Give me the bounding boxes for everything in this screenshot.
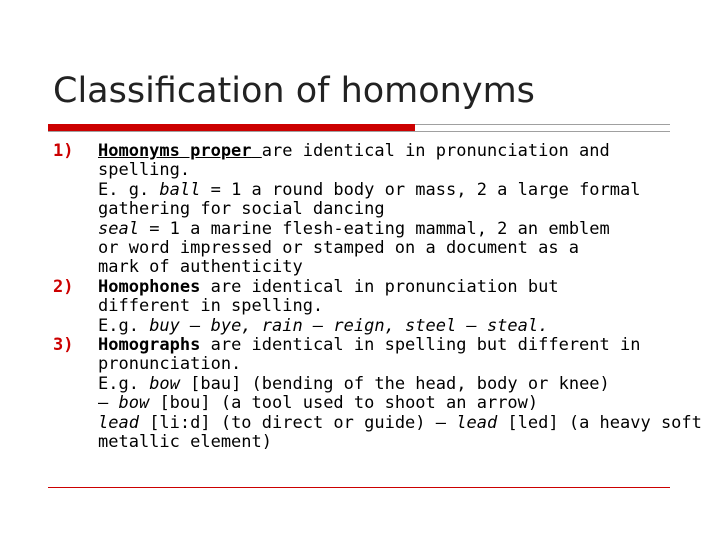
term-homographs: Homographs — [98, 335, 201, 356]
example-gloss: [led] (a heavy soft — [497, 412, 702, 433]
example-meaning-continued: mark of authenticity — [98, 257, 303, 278]
definition-line — [98, 142, 720, 161]
definition-continued: different in spelling. — [98, 296, 324, 317]
definition-line — [98, 336, 720, 355]
example-gloss: [li:d] (to direct or guide) – — [138, 412, 457, 433]
definition-text: are identical in pronunciation but — [200, 276, 559, 297]
definition-text: are identical in spelling but different in — [200, 335, 641, 356]
title-divider-bottom — [48, 131, 670, 132]
example-meaning-continued: or word impressed or stamped on a document as a — [98, 238, 580, 259]
example-line — [98, 375, 720, 394]
example-meaning-continued: gathering for social dancing — [98, 199, 385, 220]
example-gloss: [bou] (a tool used to shoot an arrow) — [149, 393, 539, 414]
example-meaning: = 1 a marine flesh-eating mammal, 2 an emblem — [138, 218, 610, 239]
example-pairs: buy – bye, rain – reign, steel – steal. — [149, 315, 549, 336]
term-underline-space — [252, 141, 262, 161]
list-item-homonyms-proper — [0, 142, 720, 278]
example-line — [98, 394, 720, 413]
list-number: 1) — [53, 141, 74, 161]
definition-continued: spelling. — [98, 160, 191, 181]
definition-text: are identical in pronunciation and — [261, 141, 610, 161]
example-gloss: [bau] (bending of the head, body or knee) — [179, 373, 610, 394]
example-word-bow: bow — [149, 373, 180, 394]
list-item-homographs — [0, 336, 720, 452]
example-line — [98, 181, 720, 200]
example-meaning: = 1 a round body or mass, 2 a large formal — [200, 179, 641, 200]
list-item-homophones — [0, 278, 720, 336]
example-line — [98, 220, 720, 239]
example-line — [98, 317, 720, 336]
term-homonyms-proper: Homonyms proper — [98, 141, 252, 161]
example-prefix: E.g. — [98, 373, 150, 394]
example-word-lead: lead — [98, 412, 139, 433]
example-word-lead: lead — [456, 412, 498, 433]
example-word-ball: ball — [159, 179, 201, 200]
example-prefix: E.g. — [98, 315, 150, 336]
example-prefix: E. g. — [98, 179, 160, 200]
footer-divider — [48, 487, 670, 488]
example-line — [98, 414, 720, 433]
slide-title: Classification of homonyms — [53, 71, 535, 111]
list-number: 3) — [53, 335, 74, 356]
example-gloss-continued: metallic element) — [98, 432, 272, 453]
definition-line — [98, 278, 720, 297]
slide-body — [0, 142, 720, 453]
definition-continued: pronunciation. — [98, 354, 242, 375]
example-word-seal: seal — [98, 218, 139, 239]
list-number: 2) — [53, 276, 74, 297]
example-word-bow: bow — [118, 393, 150, 414]
example-dash: – — [98, 393, 119, 414]
term-homophones: Homophones — [98, 276, 201, 297]
